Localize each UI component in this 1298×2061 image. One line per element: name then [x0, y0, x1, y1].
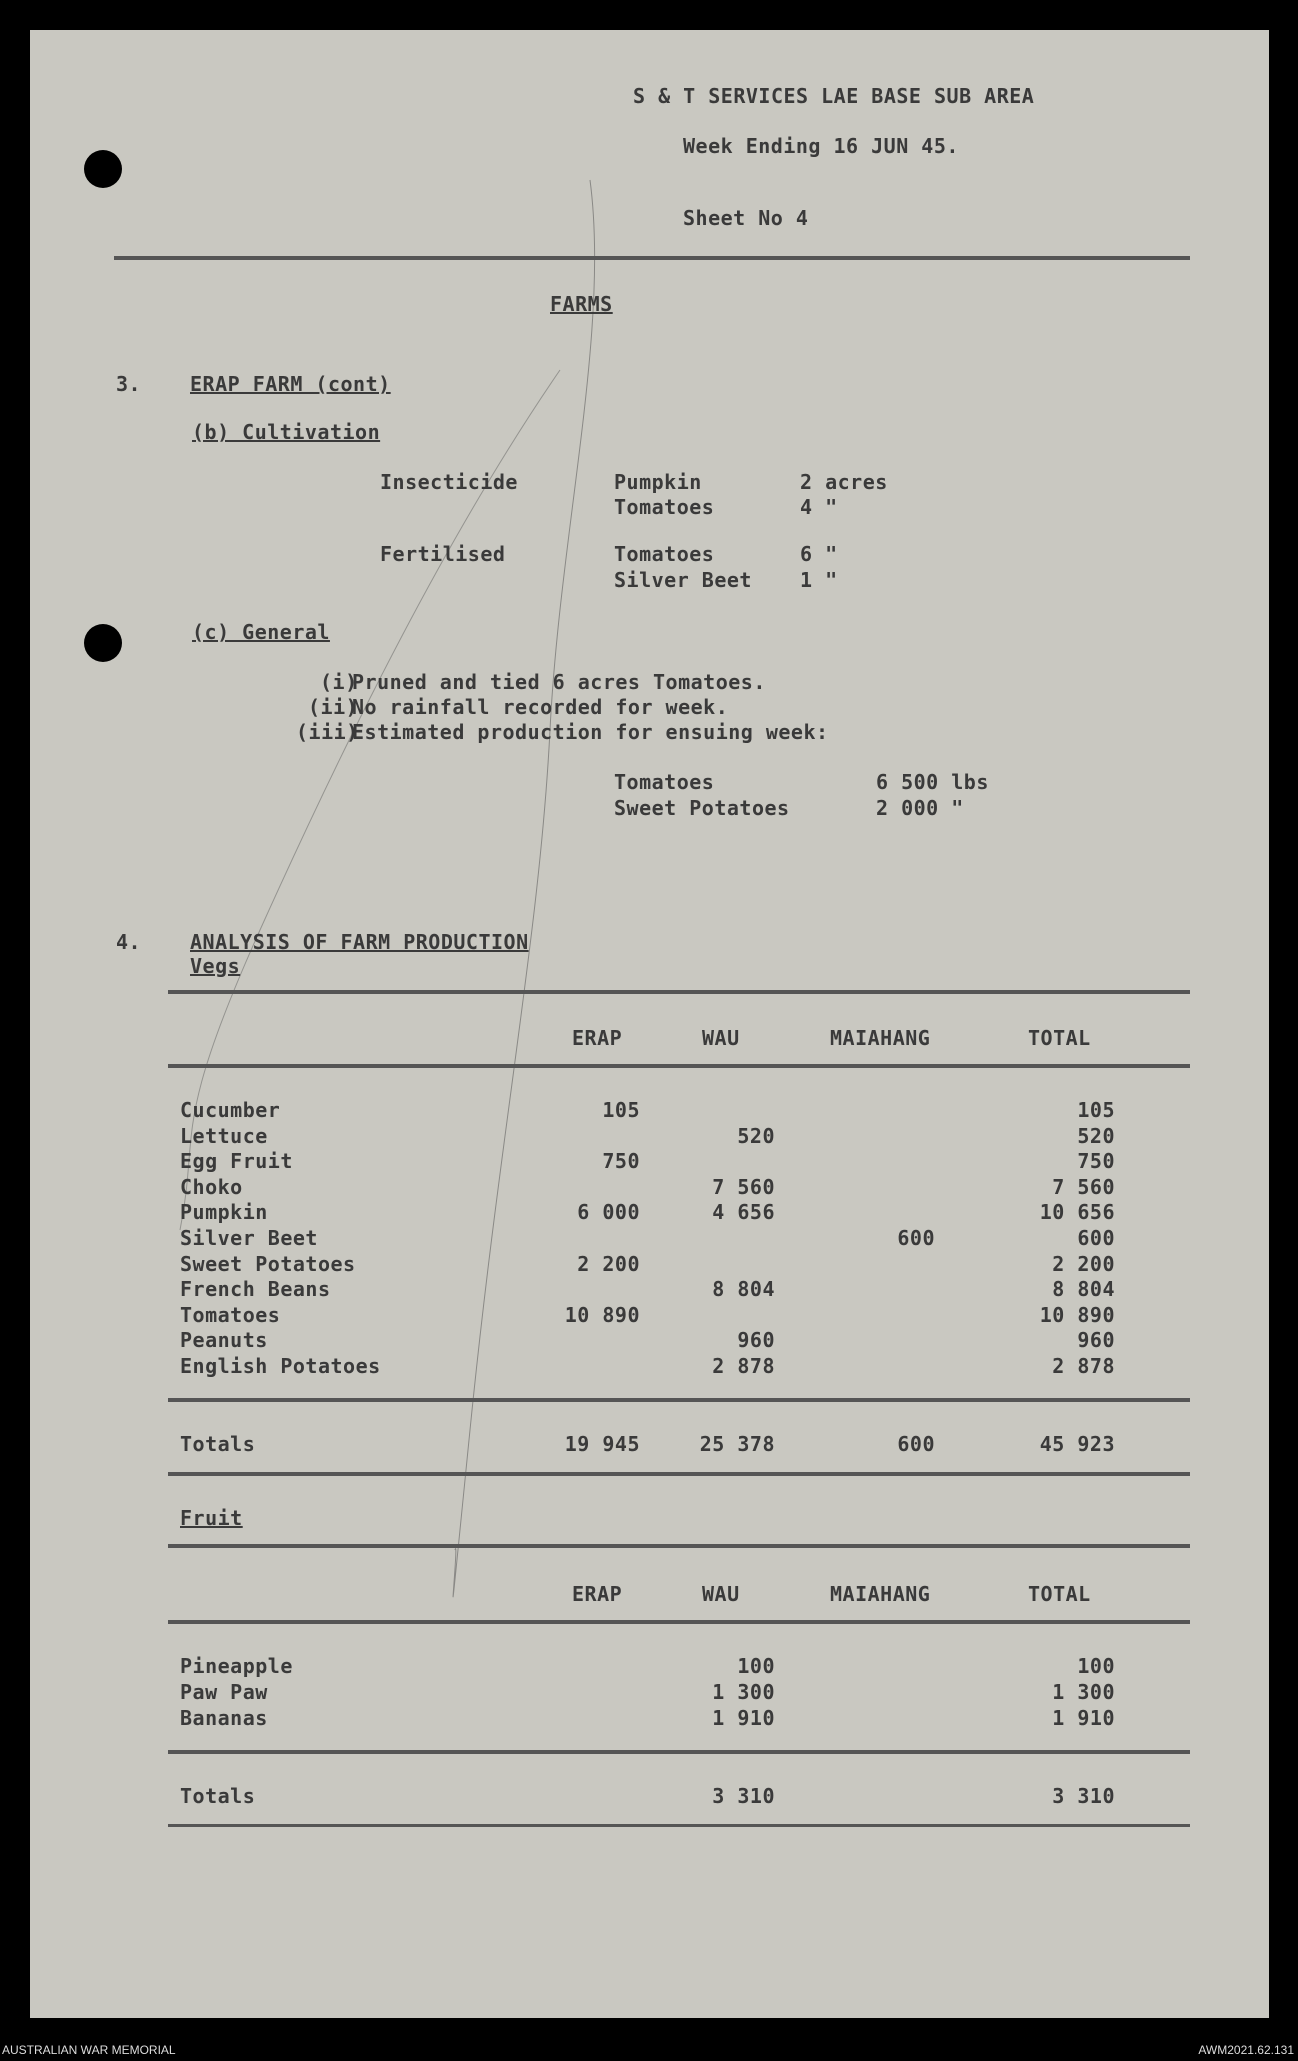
vegs-label: Vegs — [190, 954, 241, 978]
col-header-erap: ERAP — [572, 1026, 623, 1050]
col-header-wau: WAU — [702, 1026, 740, 1050]
cell-wau: 1 300 — [712, 1680, 775, 1704]
vegs-header-rule — [168, 1064, 1190, 1068]
estimate-crop: Sweet Potatoes — [614, 796, 790, 820]
fruit-bottom-rule — [168, 1750, 1190, 1754]
cell-name: Pumpkin — [180, 1200, 268, 1225]
item4-number: 4. — [116, 930, 142, 954]
cell-name: Lettuce — [180, 1123, 268, 1148]
vegs-top-rule — [168, 990, 1190, 994]
totals-total: 3 310 — [1052, 1784, 1115, 1808]
fruit-label: Fruit — [180, 1506, 243, 1530]
vegs-totals-rule — [168, 1472, 1190, 1476]
cell-total: 7 560 — [1052, 1174, 1115, 1199]
cell-erap: 2 200 — [577, 1251, 640, 1276]
cell-total: 2 878 — [1052, 1354, 1115, 1378]
col-header-wau: WAU — [702, 1582, 740, 1606]
cell-total: 600 — [1077, 1226, 1115, 1250]
cell-total: 2 200 — [1052, 1251, 1115, 1276]
cell-total: 10 656 — [1039, 1200, 1115, 1225]
cultivation-action: Insecticide — [380, 470, 518, 494]
header-unit: S & T SERVICES LAE BASE SUB AREA — [633, 84, 1035, 108]
cultivation-crop: Tomatoes — [614, 542, 715, 566]
general-item-text: Estimated production for ensuing week: — [352, 720, 829, 744]
col-header-erap: ERAP — [572, 1582, 623, 1606]
cell-wau: 100 — [737, 1654, 775, 1678]
col-header-maiahang: MAIAHANG — [830, 1026, 931, 1050]
cell-wau: 4 656 — [712, 1200, 775, 1225]
cell-name: Egg Fruit — [180, 1149, 293, 1174]
cultivation-crop: Pumpkin — [614, 470, 702, 494]
vegs-bottom-rule — [168, 1398, 1190, 1402]
general-item-text: Pruned and tied 6 acres Tomatoes. — [352, 670, 766, 694]
cell-wau: 1 910 — [712, 1706, 775, 1730]
cell-name: Peanuts — [180, 1328, 268, 1353]
fruit-totals-rule — [168, 1824, 1190, 1827]
cultivation-qty: 2 acres — [800, 470, 888, 494]
cell-name: Tomatoes — [180, 1302, 281, 1327]
general-item-num: (ii) — [308, 695, 359, 719]
estimate-crop: Tomatoes — [614, 770, 715, 794]
cell-wau: 520 — [737, 1123, 775, 1148]
punch-hole-bottom — [84, 624, 122, 662]
footer-accession: AWM2021.62.131 — [1198, 2043, 1294, 2057]
col-header-total: TOTAL — [1028, 1026, 1091, 1050]
cell-name: Pineapple — [180, 1654, 293, 1678]
cell-name: English Potatoes — [180, 1354, 381, 1378]
item4-title: ANALYSIS OF FARM PRODUCTION — [190, 930, 529, 954]
cell-total: 1 300 — [1052, 1680, 1115, 1704]
cultivation-action: Fertilised — [380, 542, 506, 566]
cell-erap: 6 000 — [577, 1200, 640, 1225]
cell-erap: 10 890 — [564, 1302, 640, 1327]
cell-total: 10 890 — [1039, 1302, 1115, 1327]
totals-maia: 600 — [897, 1432, 935, 1456]
cultivation-crop: Tomatoes — [614, 495, 715, 519]
totals-wau: 25 378 — [699, 1432, 775, 1456]
general-item-num: (iii) — [296, 720, 359, 744]
cell-name: Choko — [180, 1174, 243, 1199]
cell-wau: 2 878 — [712, 1354, 775, 1378]
general-item-num: (i) — [320, 670, 358, 694]
cell-wau: 7 560 — [712, 1174, 775, 1199]
footer-credit: AUSTRALIAN WAR MEMORIAL — [2, 2043, 176, 2057]
header-divider — [114, 256, 1190, 260]
section-title: FARMS — [550, 292, 613, 316]
totals-total: 45 923 — [1039, 1432, 1115, 1456]
col-header-maiahang: MAIAHANG — [830, 1582, 931, 1606]
cell-total: 105 — [1077, 1098, 1115, 1122]
cell-total: 100 — [1077, 1654, 1115, 1678]
punch-hole-top — [84, 150, 122, 188]
general-label: (c) General — [192, 620, 330, 644]
totals-name: Totals — [180, 1784, 256, 1808]
cultivation-crop: Silver Beet — [614, 568, 752, 592]
cultivation-qty: 1 " — [800, 568, 838, 592]
cell-name: Cucumber — [180, 1098, 281, 1122]
estimate-qty: 6 500 lbs — [876, 770, 989, 794]
cell-total: 750 — [1077, 1149, 1115, 1174]
estimate-qty: 2 000 " — [876, 796, 964, 820]
cell-name: Bananas — [180, 1706, 268, 1730]
cultivation-label: (b) Cultivation — [192, 420, 381, 444]
cell-name: Sweet Potatoes — [180, 1251, 356, 1276]
totals-name: Totals — [180, 1432, 256, 1456]
cell-erap: 750 — [602, 1149, 640, 1174]
general-item-text: No rainfall recorded for week. — [352, 695, 729, 719]
cell-name: French Beans — [180, 1277, 331, 1302]
cell-wau: 960 — [737, 1328, 775, 1353]
fruit-top-rule — [168, 1544, 1190, 1548]
item3-number: 3. — [116, 372, 142, 396]
document-page — [30, 30, 1269, 2018]
header-week: Week Ending 16 JUN 45. — [683, 134, 959, 158]
header-sheet: Sheet No 4 — [683, 206, 809, 230]
fruit-header-rule — [168, 1620, 1190, 1624]
item3-title: ERAP FARM (cont) — [190, 372, 391, 396]
cell-total: 520 — [1077, 1123, 1115, 1148]
cell-erap: 105 — [602, 1098, 640, 1122]
cell-total: 1 910 — [1052, 1706, 1115, 1730]
col-header-total: TOTAL — [1028, 1582, 1091, 1606]
cell-maia: 600 — [897, 1226, 935, 1250]
totals-erap: 19 945 — [564, 1432, 640, 1456]
cell-total: 960 — [1077, 1328, 1115, 1353]
cell-wau: 8 804 — [712, 1277, 775, 1302]
cultivation-qty: 4 " — [800, 495, 838, 519]
cell-name: Silver Beet — [180, 1226, 318, 1250]
cell-name: Paw Paw — [180, 1680, 268, 1704]
cell-total: 8 804 — [1052, 1277, 1115, 1302]
cultivation-qty: 6 " — [800, 542, 838, 566]
totals-wau: 3 310 — [712, 1784, 775, 1808]
